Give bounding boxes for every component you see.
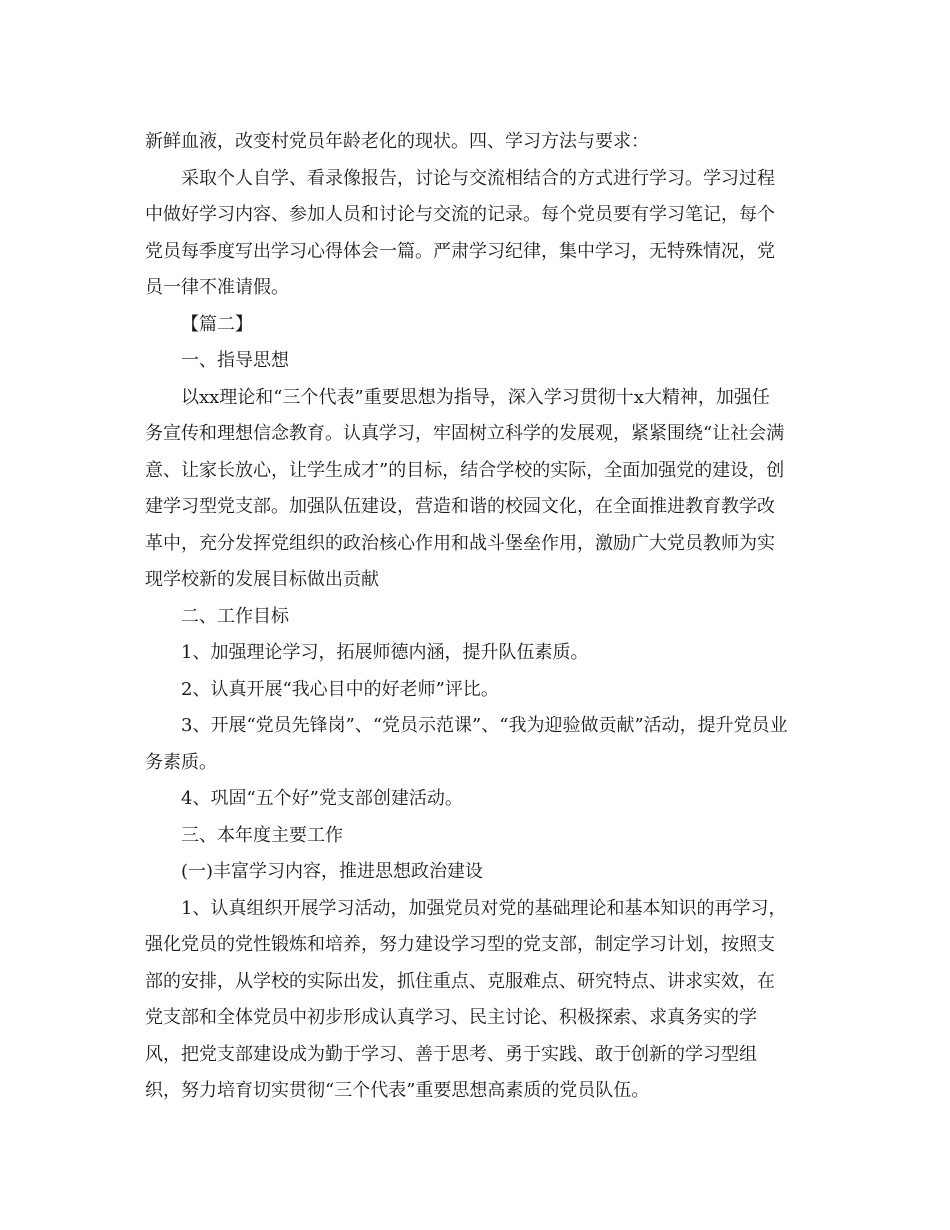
text-line: 务素质。	[145, 751, 217, 773]
text-line: 织，努力培育切实贯彻“三个代表”重要思想高素质的党员队伍。	[145, 1080, 650, 1101]
text-line: 以xx理论和“三个代表”重要思想为指导，深入学习贯彻十x大精神，加强任	[181, 386, 770, 408]
text-line: 采取个人自学、看录像报告，讨论与交流相结合的方式进行学习。学习过程	[181, 167, 775, 189]
text-line: 现学校新的发展目标做出贡献	[145, 569, 379, 590]
list-item: 4、巩固“五个好”党支部创建活动。	[181, 788, 463, 809]
text-line: 部的安排，从学校的实际出发，抓住重点、克服难点、研究特点、讲求实效，在	[145, 970, 775, 992]
text-line: 新鲜血液，改变村党员年龄老化的现状。四、学习方法与要求：	[145, 131, 649, 152]
text-line: 意、让家长放心，让学生成才”的目标，结合学校的实际，全面加强党的建设，创	[145, 459, 785, 481]
text-line: 强化党员的党性锻炼和培养，努力建设学习型的党支部，制定学习计划，按照支	[145, 934, 775, 955]
text-line: 中做好学习内容、参加人员和讨论与交流的记录。每个党员要有学习笔记，每个	[145, 204, 775, 225]
text-line: 风，把党支部建设成为勤于学习、善于思考、勇于实践、敢于创新的学习型组	[145, 1043, 757, 1065]
section-heading: 【篇二】	[181, 313, 253, 335]
text-line: 务宣传和理想信念教育。认真学习，牢固树立科学的发展观，紧紧围绕“让社会满	[145, 423, 785, 444]
text-line: 党员每季度写出学习心得体会一篇。严肃学习纪律，集中学习，无特殊情况，党	[145, 240, 775, 262]
list-item: 3、开展“党员先锋岗”、“党员示范课”、“我为迎验做贡献”活动，提升党员业	[181, 715, 788, 736]
list-item: 2、认真开展“我心目中的好老师”评比。	[181, 678, 499, 700]
section-heading: 二、工作目标	[181, 605, 289, 627]
list-item: 1、加强理论学习，拓展师德内涵，提升队伍素质。	[181, 642, 589, 663]
document-body	[145, 124, 805, 1110]
text-line: 员一律不准请假。	[145, 277, 289, 298]
section-heading: 三、本年度主要工作	[181, 824, 343, 846]
text-line: 党支部和全体党员中初步形成认真学习、民主讨论、积极探索、求真务实的学	[145, 1007, 757, 1028]
list-item: 1、认真组织开展学习活动，加强党员对党的基础理论和基本知识的再学习，	[181, 897, 787, 919]
text-line: 建学习型党支部。加强队伍建设，营造和谐的校园文化，在全面推进教育教学改	[145, 496, 775, 517]
text-line: 革中，充分发挥党组织的政治核心作用和战斗堡垒作用，激励广大党员教师为实	[145, 532, 775, 554]
subsection-heading: (一)丰富学习内容，推进思想政治建设	[181, 861, 484, 882]
section-heading: 一、指导思想	[181, 350, 289, 371]
